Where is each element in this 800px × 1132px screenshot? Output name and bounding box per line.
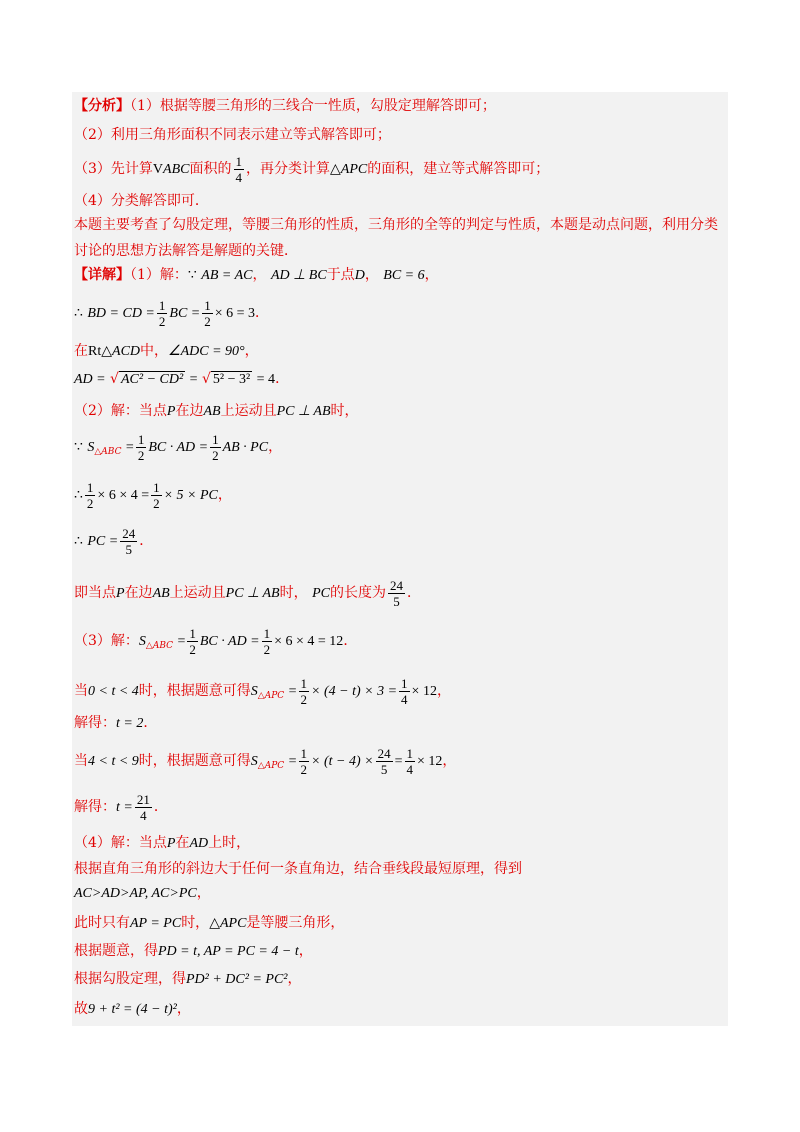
- fraction: $\frac{1}{2}$: [263, 625, 271, 657]
- fraction: $\frac{1}{2}$: [300, 745, 308, 777]
- fraction: $\frac{24}{5}$: [122, 525, 136, 557]
- fraction: $\frac{1}{4}$: [401, 675, 408, 707]
- summary-line-2: 讨论的思想方法解答是解题的关键．: [74, 243, 298, 259]
- fraction: $\frac{24}{5}$: [389, 577, 403, 609]
- detail-line-2: ∴ BD = CD = $\frac{1}{2}$ BC = $\frac{1}{2}$ × 6 = 3．: [74, 297, 270, 329]
- analysis-line-2: （2）利用三角形面积不同表示建立等式解答即可；: [74, 127, 391, 143]
- fraction: $\frac{1}{2}$: [86, 479, 94, 511]
- fraction: $\frac{21}{4}$: [136, 791, 150, 823]
- fraction: $\frac{1}{2}$: [204, 297, 211, 329]
- fraction: $\frac{1}{2}$: [137, 431, 145, 463]
- fraction: $\frac{1}{4}$: [406, 745, 413, 777]
- detail-line-5: （2）解：当点P在边AB上运动且PC ⊥ AB时，: [74, 403, 359, 419]
- detail-line-7: ∴ $\frac{1}{2}$ × 6 × 4 = $\frac{1}{2}$ × 5 × PC，: [74, 479, 232, 511]
- fraction: $\frac{1}{2}$: [300, 675, 308, 707]
- detail-line-13: 当4 < t < 9时，根据题意可得$S_{\triangle APC}$ = $\frac{1}{2}$ × (t − 4) × $\frac{24}{5}$ = $\frac{1}{4}$ × 12，: [74, 745, 457, 777]
- detail-line-4: AD = √ AC² − CD² = √ 5² − 3² = 4．: [74, 371, 290, 387]
- fraction: $\frac{1}{2}$: [189, 625, 196, 657]
- analysis-line-4: （4）分类解答即可．: [74, 193, 209, 209]
- detail-line-17: AC>AD>AP, AC>PC，: [74, 885, 211, 901]
- detail-line-12: 解得：t = 2．: [74, 715, 158, 731]
- detail-line-21: 故9 + t² = (4 − t)²，: [74, 1001, 191, 1017]
- summary-line-1: 本题主要考查了勾股定理，等腰三角形的性质，三角形的全等的判定与性质，本题是动点问题，利用分类: [74, 217, 718, 233]
- detail-line-20: 根据勾股定理，得PD² + DC² = PC²，: [74, 971, 302, 987]
- fraction: $\frac{1}{2}$: [212, 431, 219, 463]
- detail-line-10: （3）解：$S_{\triangle ABC}$ = $\frac{1}{2}$ BC · AD = $\frac{1}{2}$ × 6 × 4 = 12．: [74, 625, 358, 657]
- fraction: $\frac{1}{2}$: [158, 297, 166, 329]
- detail-line-6: ∵ $S_{\triangle ABC}$ = $\frac{1}{2}$ BC · AD = $\frac{1}{2}$ AB · PC，: [74, 431, 283, 463]
- detail-line-11: 当0 < t < 4时，根据题意可得$S_{\triangle APC}$ = $\frac{1}{2}$ × (4 − t) × 3 = $\frac{1}{4}$ × 12，: [74, 675, 451, 707]
- analysis-line-3: （3）先计算VABC面积的 $\frac{1}{4}$ ，再分类计算△APC的面积，建立等式解答即可；: [74, 153, 550, 185]
- detail-line-15: （4）解：当点P在AD上时，: [74, 835, 251, 851]
- fraction-1-4: $\frac{1}{4}$: [235, 153, 242, 185]
- detail-line-1: 【详解】（1）解：∵ AB = AC， AD ⊥ BC于点D， BC = 6，: [74, 267, 439, 283]
- fraction: $\frac{1}{2}$: [153, 479, 160, 511]
- detail-line-16: 根据直角三角形的斜边大于任何一条直角边，结合垂线段最短原理，得到: [74, 861, 522, 877]
- detail-line-14: 解得：t = $\frac{21}{4}$ ．: [74, 791, 168, 823]
- detail-line-19: 根据题意，得PD = t, AP = PC = 4 − t，: [74, 943, 313, 959]
- analysis-line-1: 【分析】（1）根据等腰三角形的三线合一性质，勾股定理解答即可；: [74, 98, 496, 114]
- detail-line-3: 在Rt△ACD中，∠ADC = 90°，: [74, 343, 259, 359]
- fraction: $\frac{24}{5}$: [377, 745, 391, 777]
- detail-line-18: 此时只有AP = PC时，△APC是等腰三角形，: [74, 915, 345, 931]
- detail-line-9: 即当点P在边AB上运动且PC ⊥ AB时， PC的长度为 $\frac{24}{5}$ ．: [74, 577, 421, 609]
- detail-line-8: ∴ PC = $\frac{24}{5}$ ．: [74, 525, 154, 557]
